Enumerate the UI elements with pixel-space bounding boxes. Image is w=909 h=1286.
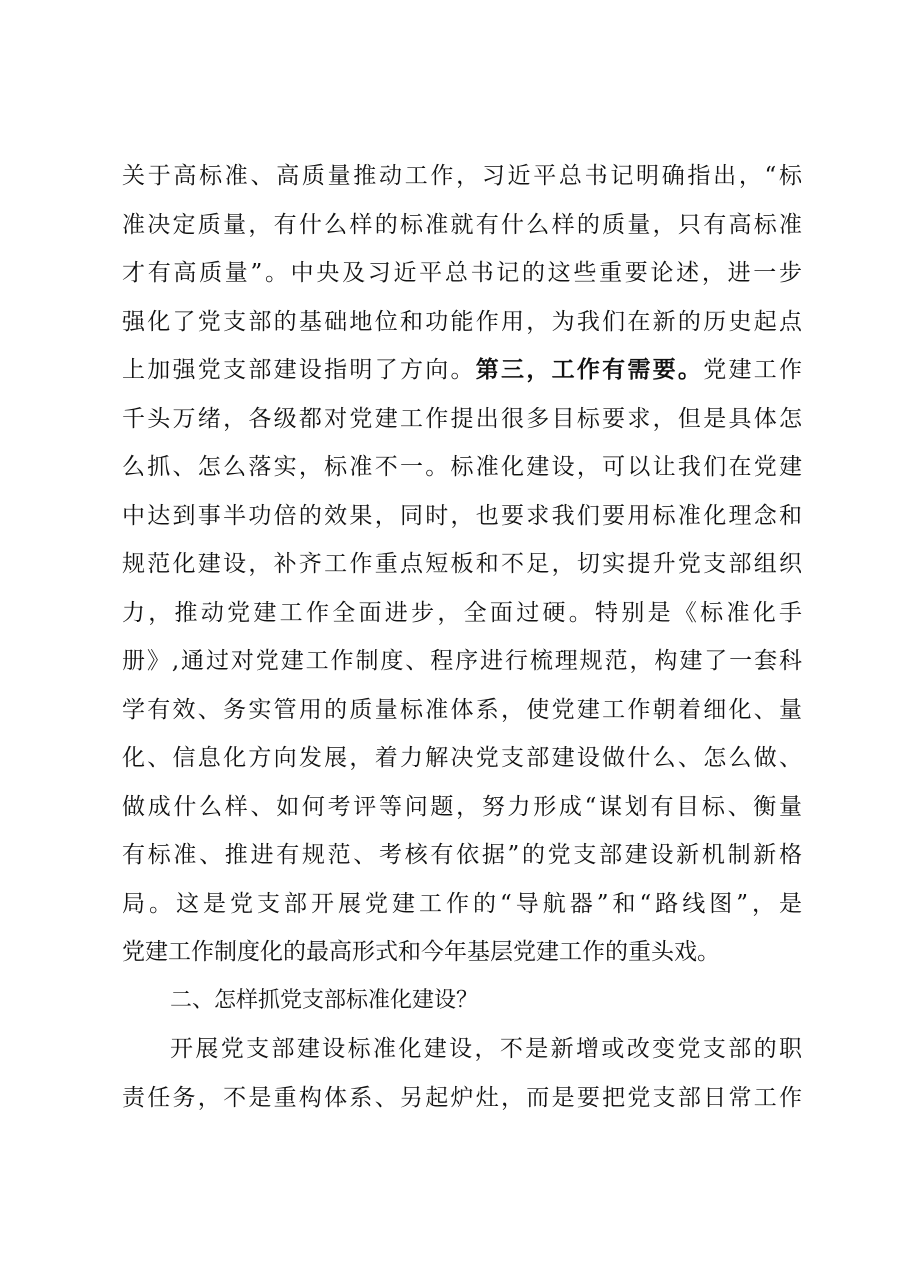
paragraph-line: 才有高质量”。中央及习近平总书记的这些重要论述，进一步 [122,260,802,286]
paragraph-line: 学有效、务实管用的质量标准体系，使党建工作朝着细化、量 [122,696,802,723]
paragraph-line: 千头万绪，各级都对党建工作提出很多目标要求，但是具体怎 [122,405,802,432]
paragraph-text: 上加强党支部建设指明了方向。 [122,357,476,383]
paragraph-text: 党建工作 [703,357,803,383]
paragraph-line: 强化了党支部的基础地位和功能作用，为我们在新的历史起点 [122,308,802,335]
paragraph-line: 规范化建设，补齐工作重点短板和不足，切实提升党支部组织 [122,551,802,577]
paragraph-line: 有标准、推进有规范、考核有依据”的党支部建设新机制新格 [122,842,802,868]
emphasis-third-point: 第三，工作有需要。 [475,357,704,383]
paragraph-line: 局。这是党支部开展党建工作的“导航器”和“路线图”，是 [122,890,802,917]
paragraph-line: 化、信息化方向发展，着力解决党支部建设做什么、怎么做、 [122,745,802,771]
paragraph-line: 开展党支部建设标准化建设，不是新增或改变党支部的职 [170,1036,802,1062]
paragraph-line: 中达到事半功倍的效果，同时，也要求我们要用标准化理念和 [122,502,802,529]
document-body [122,152,802,1122]
paragraph-line: 力，推动党建工作全面进步，全面过硬。特别是《标准化手 [122,599,802,626]
paragraph-line: 么抓、怎么落实，标准不一。标准化建设，可以让我们在党建 [122,454,802,480]
paragraph-last-line: 党建工作制度化的最高形式和今年基层党建工作的重头戏。 [122,939,720,965]
paragraph-line: 册》,通过对党建工作制度、程序进行梳理规范，构建了一套科 [122,648,802,674]
paragraph-line: 责任务，不是重构体系、另起炉灶，而是要把党支部日常工作 [122,1084,802,1111]
paragraph-line-with-emphasis [122,346,802,395]
paragraph-line: 做成什么样、如何考评等问题，努力形成“谋划有目标、衡量 [122,793,802,820]
paragraph-line: 关于高标准、高质量推动工作，习近平总书记明确指出，“标 [122,163,802,189]
paragraph-line: 准决定质量，有什么样的标准就有什么样的质量，只有高标准 [122,211,802,238]
section-heading: 二、怎样抓党支部标准化建设？ [170,987,479,1013]
